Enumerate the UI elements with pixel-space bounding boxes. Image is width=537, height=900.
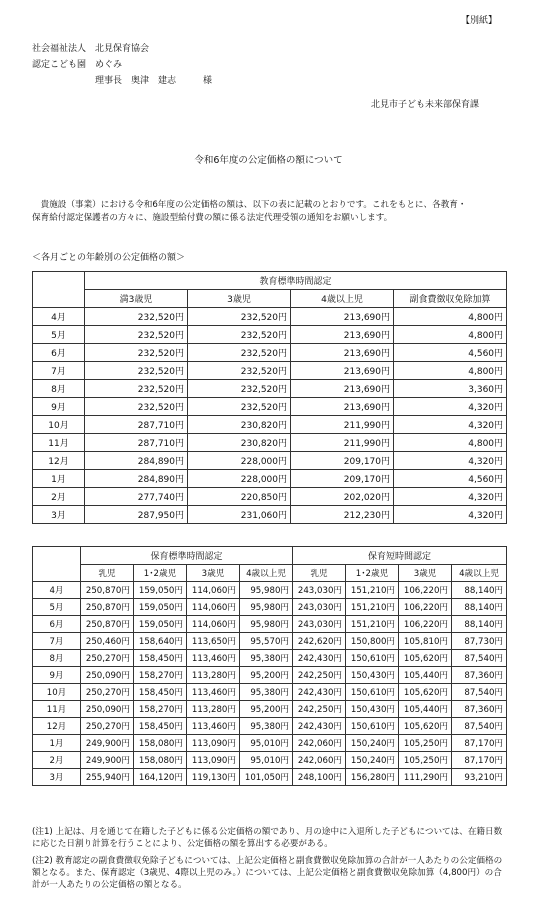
price-cell: 242,250円	[293, 701, 346, 718]
recipient-org: 社会福祉法人 北見保育協会	[32, 44, 150, 54]
table-row	[33, 344, 507, 362]
column-header: 乳児	[81, 565, 134, 582]
table-row	[33, 308, 507, 326]
price-cell: 105,810円	[399, 633, 452, 650]
price-cell: 213,690円	[291, 308, 394, 326]
price-cell: 4,320円	[394, 452, 507, 470]
recipient-person: 理事長 奥津 建志 様	[95, 76, 213, 86]
month-cell: 12月	[33, 718, 81, 735]
price-cell: 232,520円	[188, 344, 291, 362]
table-row	[33, 362, 507, 380]
price-cell: 209,170円	[291, 470, 394, 488]
month-cell: 3月	[33, 769, 81, 786]
price-cell: 93,210円	[452, 769, 507, 786]
table-row	[33, 616, 507, 633]
table-row	[33, 718, 507, 735]
price-cell: 105,620円	[399, 718, 452, 735]
price-cell: 4,800円	[394, 362, 507, 380]
price-cell: 87,170円	[452, 735, 507, 752]
month-cell: 9月	[33, 667, 81, 684]
price-cell: 287,710円	[85, 416, 188, 434]
price-cell: 151,210円	[346, 616, 399, 633]
table-row	[33, 633, 507, 650]
table-row	[33, 416, 507, 434]
price-cell: 250,870円	[81, 616, 134, 633]
month-cell: 6月	[33, 616, 81, 633]
price-cell: 250,270円	[81, 684, 134, 701]
price-cell: 150,610円	[346, 718, 399, 735]
month-cell: 2月	[33, 488, 85, 506]
price-cell: 213,690円	[291, 326, 394, 344]
table-row	[33, 752, 507, 769]
month-cell: 7月	[33, 633, 81, 650]
price-cell: 250,460円	[81, 633, 134, 650]
column-header: 4歳以上児	[452, 565, 507, 582]
price-cell: 119,130円	[187, 769, 240, 786]
month-cell: 10月	[33, 684, 81, 701]
price-cell: 87,170円	[452, 752, 507, 769]
price-cell: 105,250円	[399, 735, 452, 752]
price-cell: 213,690円	[291, 362, 394, 380]
price-cell: 164,120円	[134, 769, 187, 786]
sender: 北見市子ども未来部保育課	[370, 100, 479, 110]
price-cell: 87,540円	[452, 684, 507, 701]
month-cell: 8月	[33, 650, 81, 667]
month-cell: 9月	[33, 398, 85, 416]
month-cell: 6月	[33, 344, 85, 362]
price-cell: 113,280円	[187, 701, 240, 718]
price-cell: 150,610円	[346, 684, 399, 701]
price-cell: 243,030円	[293, 582, 346, 599]
price-cell: 202,020円	[291, 488, 394, 506]
price-cell: 4,800円	[394, 326, 507, 344]
price-cell: 150,430円	[346, 667, 399, 684]
note-2: (注2) 教育認定の副食費徴収免除子どもについては、上記公定価格と副食費徴収免除加算の合計が一人あたりの公定価格の額となる。また、保育認定（3歳児、4際以上児のみ。）については、上記公定価格と副食費徴収免除加算（4,800円）の合計が一人あたりの公定価格の額となる。	[32, 856, 503, 890]
price-cell: 87,540円	[452, 718, 507, 735]
price-cell: 113,650円	[187, 633, 240, 650]
price-cell: 87,360円	[452, 701, 507, 718]
price-cell: 220,850円	[188, 488, 291, 506]
price-cell: 250,270円	[81, 718, 134, 735]
price-cell: 88,140円	[452, 582, 507, 599]
table-row	[33, 470, 507, 488]
price-cell: 158,080円	[134, 735, 187, 752]
price-cell: 88,140円	[452, 616, 507, 633]
column-header: 満3歳児	[85, 290, 188, 308]
column-header: 4歳以上児	[291, 290, 394, 308]
price-cell: 232,520円	[85, 326, 188, 344]
price-cell: 232,520円	[188, 398, 291, 416]
price-cell: 87,540円	[452, 650, 507, 667]
price-cell: 230,820円	[188, 434, 291, 452]
price-cell: 213,690円	[291, 344, 394, 362]
price-cell: 250,270円	[81, 650, 134, 667]
table-row	[33, 735, 507, 752]
month-cell: 1月	[33, 735, 81, 752]
price-cell: 114,060円	[187, 582, 240, 599]
price-cell: 4,560円	[394, 470, 507, 488]
column-header: 3歳児	[188, 290, 291, 308]
month-cell: 8月	[33, 380, 85, 398]
price-cell: 106,220円	[399, 616, 452, 633]
price-cell: 4,320円	[394, 398, 507, 416]
price-cell: 209,170円	[291, 452, 394, 470]
price-cell: 95,980円	[240, 582, 293, 599]
price-cell: 95,200円	[240, 667, 293, 684]
table-row	[33, 452, 507, 470]
price-cell: 95,980円	[240, 599, 293, 616]
price-cell: 248,100円	[293, 769, 346, 786]
price-cell: 249,900円	[81, 752, 134, 769]
table-row	[33, 380, 507, 398]
table1-group-header: 教育標準時間認定	[85, 272, 507, 290]
childcare-price-table	[32, 546, 507, 786]
column-header: 1･2歳児	[134, 565, 187, 582]
price-cell: 87,730円	[452, 633, 507, 650]
month-cell: 2月	[33, 752, 81, 769]
attachment-label: 【別紙】	[460, 16, 497, 26]
month-cell: 3月	[33, 506, 85, 524]
price-cell: 111,290円	[399, 769, 452, 786]
month-cell: 7月	[33, 362, 85, 380]
price-cell: 95,380円	[240, 650, 293, 667]
month-cell: 11月	[33, 701, 81, 718]
price-cell: 105,440円	[399, 667, 452, 684]
month-cell: 12月	[33, 452, 85, 470]
month-cell: 1月	[33, 470, 85, 488]
price-cell: 95,200円	[240, 701, 293, 718]
price-cell: 242,060円	[293, 735, 346, 752]
price-cell: 150,610円	[346, 650, 399, 667]
price-cell: 232,520円	[188, 362, 291, 380]
price-cell: 242,430円	[293, 684, 346, 701]
column-header: 4歳以上児	[240, 565, 293, 582]
price-cell: 242,620円	[293, 633, 346, 650]
price-cell: 95,010円	[240, 735, 293, 752]
price-cell: 4,320円	[394, 416, 507, 434]
intro-line-2: 保育給付認定保護者の方々に、施設型給付費の額に係る法定代理受領の通知をお願いします。	[32, 213, 393, 223]
price-cell: 211,990円	[291, 434, 394, 452]
price-cell: 158,640円	[134, 633, 187, 650]
price-cell: 113,090円	[187, 735, 240, 752]
table-row	[33, 599, 507, 616]
price-cell: 113,460円	[187, 684, 240, 701]
price-cell: 213,690円	[291, 380, 394, 398]
price-cell: 232,520円	[188, 308, 291, 326]
price-cell: 4,560円	[394, 344, 507, 362]
price-cell: 232,520円	[188, 326, 291, 344]
table-row	[33, 769, 507, 786]
price-cell: 95,570円	[240, 633, 293, 650]
recipient-facility: 認定こども園 めぐみ	[32, 60, 123, 70]
column-header: 副食費徴収免除加算	[394, 290, 507, 308]
price-cell: 4,800円	[394, 308, 507, 326]
price-cell: 150,430円	[346, 701, 399, 718]
price-cell: 114,060円	[187, 599, 240, 616]
price-cell: 105,620円	[399, 650, 452, 667]
price-cell: 242,250円	[293, 667, 346, 684]
price-cell: 158,450円	[134, 718, 187, 735]
price-cell: 158,080円	[134, 752, 187, 769]
price-cell: 151,210円	[346, 582, 399, 599]
price-cell: 4,320円	[394, 506, 507, 524]
price-cell: 158,450円	[134, 650, 187, 667]
table-row	[33, 650, 507, 667]
note-1: (注1) 上記は、月を通じて在籍した子どもに係る公定価格の額であり、月の途中に入退所した子どもについては、在籍日数に応じた日割り計算を行うことにより、公定価格の額を算出する必要がある。	[32, 827, 503, 849]
price-cell: 242,430円	[293, 650, 346, 667]
table-row	[33, 684, 507, 701]
column-header: 1･2歳児	[346, 565, 399, 582]
table2-group-header-standard: 保育標準時間認定	[81, 547, 293, 565]
table-row	[33, 398, 507, 416]
page-title: 令和6年度の公定価格の額について	[194, 155, 343, 166]
price-cell: 284,890円	[85, 470, 188, 488]
price-cell: 158,270円	[134, 667, 187, 684]
intro-line-1: 貴施設（事業）における令和6年度の公定価格の額は、以下の表に記載のとおりです。これをもとに、各教育・	[32, 200, 467, 210]
price-cell: 287,950円	[85, 506, 188, 524]
price-cell: 211,990円	[291, 416, 394, 434]
table-row	[33, 701, 507, 718]
price-cell: 106,220円	[399, 599, 452, 616]
table-row	[33, 434, 507, 452]
price-cell: 232,520円	[188, 380, 291, 398]
education-price-table	[32, 271, 507, 524]
price-cell: 4,800円	[394, 434, 507, 452]
price-cell: 114,060円	[187, 616, 240, 633]
price-cell: 87,360円	[452, 667, 507, 684]
price-cell: 249,900円	[81, 735, 134, 752]
price-cell: 95,380円	[240, 718, 293, 735]
price-cell: 159,050円	[134, 616, 187, 633]
price-cell: 250,870円	[81, 582, 134, 599]
table-row	[33, 326, 507, 344]
corner-cell	[33, 547, 81, 582]
price-cell: 250,090円	[81, 701, 134, 718]
table-row	[33, 506, 507, 524]
price-cell: 95,980円	[240, 616, 293, 633]
price-cell: 284,890円	[85, 452, 188, 470]
price-cell: 3,360円	[394, 380, 507, 398]
price-cell: 243,030円	[293, 599, 346, 616]
column-header: 乳児	[293, 565, 346, 582]
table-row	[33, 488, 507, 506]
price-cell: 231,060円	[188, 506, 291, 524]
price-cell: 243,030円	[293, 616, 346, 633]
price-cell: 105,250円	[399, 752, 452, 769]
price-cell: 113,280円	[187, 667, 240, 684]
price-cell: 88,140円	[452, 599, 507, 616]
price-cell: 232,520円	[85, 398, 188, 416]
price-cell: 158,450円	[134, 684, 187, 701]
month-cell: 4月	[33, 582, 81, 599]
price-cell: 242,060円	[293, 752, 346, 769]
price-cell: 105,620円	[399, 684, 452, 701]
month-cell: 5月	[33, 599, 81, 616]
price-cell: 287,710円	[85, 434, 188, 452]
price-cell: 113,090円	[187, 752, 240, 769]
price-cell: 213,690円	[291, 398, 394, 416]
price-cell: 228,000円	[188, 470, 291, 488]
price-cell: 159,050円	[134, 582, 187, 599]
price-cell: 232,520円	[85, 344, 188, 362]
price-cell: 159,050円	[134, 599, 187, 616]
month-cell: 11月	[33, 434, 85, 452]
price-cell: 4,320円	[394, 488, 507, 506]
corner-cell	[33, 272, 85, 308]
month-cell: 10月	[33, 416, 85, 434]
price-cell: 232,520円	[85, 380, 188, 398]
price-cell: 101,050円	[240, 769, 293, 786]
price-cell: 232,520円	[85, 362, 188, 380]
column-header: 3歳児	[187, 565, 240, 582]
table-row	[33, 582, 507, 599]
price-cell: 95,380円	[240, 684, 293, 701]
price-cell: 230,820円	[188, 416, 291, 434]
price-cell: 150,240円	[346, 752, 399, 769]
price-cell: 255,940円	[81, 769, 134, 786]
month-cell: 5月	[33, 326, 85, 344]
price-cell: 150,240円	[346, 735, 399, 752]
column-header: 3歳児	[399, 565, 452, 582]
price-cell: 277,740円	[85, 488, 188, 506]
price-cell: 113,460円	[187, 718, 240, 735]
price-cell: 242,430円	[293, 718, 346, 735]
price-cell: 106,220円	[399, 582, 452, 599]
price-cell: 228,000円	[188, 452, 291, 470]
price-cell: 232,520円	[85, 308, 188, 326]
price-cell: 150,800円	[346, 633, 399, 650]
price-cell: 113,460円	[187, 650, 240, 667]
price-cell: 212,230円	[291, 506, 394, 524]
price-cell: 158,270円	[134, 701, 187, 718]
table2-group-header-short: 保育短時間認定	[293, 547, 507, 565]
price-cell: 156,280円	[346, 769, 399, 786]
section-heading: ＜各月ごとの年齢別の公定価格の額＞	[32, 253, 186, 263]
price-cell: 250,090円	[81, 667, 134, 684]
price-cell: 151,210円	[346, 599, 399, 616]
price-cell: 250,870円	[81, 599, 134, 616]
month-cell: 4月	[33, 308, 85, 326]
price-cell: 105,440円	[399, 701, 452, 718]
table-row	[33, 667, 507, 684]
price-cell: 95,010円	[240, 752, 293, 769]
